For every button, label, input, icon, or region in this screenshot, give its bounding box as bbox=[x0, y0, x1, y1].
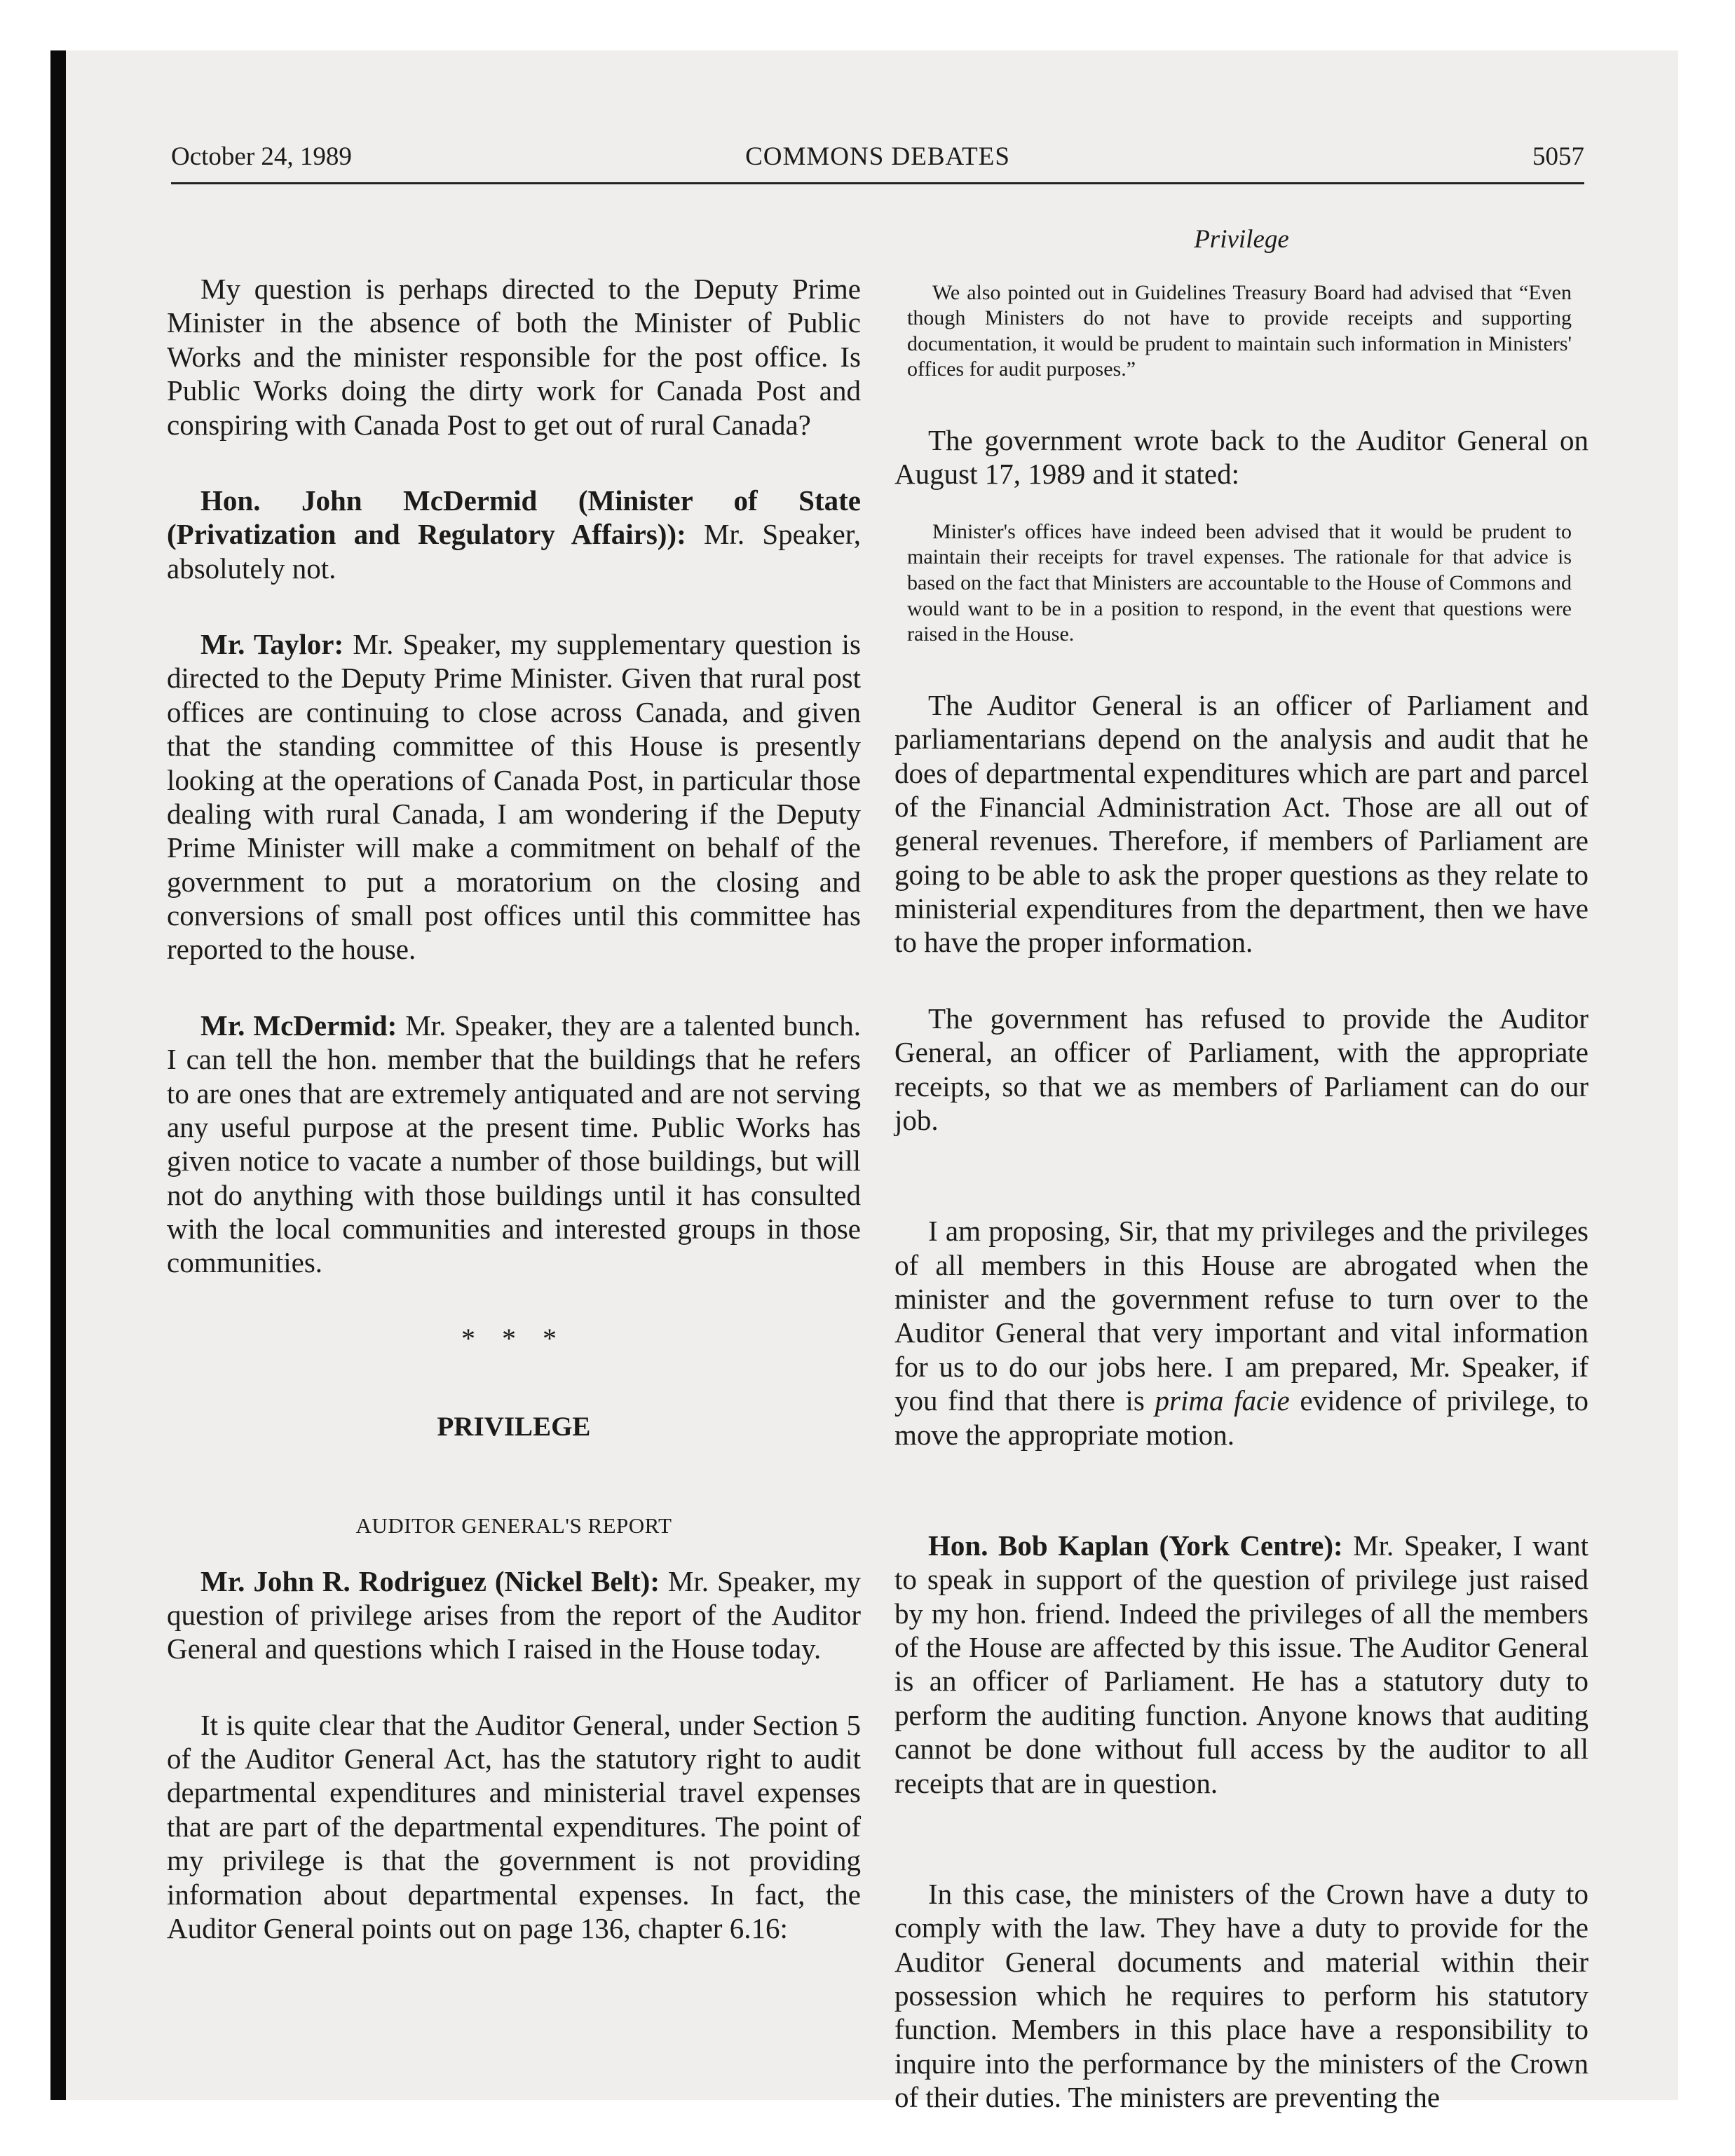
left-column bbox=[167, 224, 861, 1945]
speech-text: Mr. Speaker, they are a talented bunch. I can tell the hon. member that the buildings that he refers to are ones that are extremely antiquated and are not serving any useful purpose at the present time. Public Works has given notice to vacate a number of those buildings, but will not do anything with those buildings until it has consulted with the local communities and interested groups in those communities. bbox=[167, 1009, 861, 1279]
speaker-name: Mr. McDermid: bbox=[200, 1009, 397, 1042]
paragraph: My question is perhaps directed to the Deputy Prime Minister in the absence of both the Minister of Public Works and the minister responsible for the post office. Is Public Works doing the dirty work for Canada Post and conspiring with Canada Post to get out of rural Canada? bbox=[167, 273, 861, 441]
speech-paragraph bbox=[894, 1529, 1588, 1800]
block-quote: Minister's offices have indeed been advised that it would be prudent to maintain their receipts for travel expenses. The rationale for that advice is based on the fact that Ministers are accountable to the House of Commons and would want to be in a position to respond, in the event that questions were raised in the House. bbox=[907, 519, 1572, 646]
header-date: October 24, 1989 bbox=[171, 142, 352, 171]
speech-text: Mr. Speaker, absolutely not. bbox=[167, 518, 861, 585]
running-head: Privilege bbox=[1194, 225, 1289, 254]
section-separator: * * * bbox=[461, 1322, 566, 1354]
page-number: 5057 bbox=[1532, 142, 1584, 171]
speaker-name: Hon. John McDermid (Minister of State (Privatization and Regulatory Affairs)): bbox=[167, 484, 861, 551]
paragraph-text: evidence of privilege, to move the appropriate motion. bbox=[894, 1384, 1589, 1451]
paragraph-text: I am proposing, Sir, that my privileges and the privileges of all members in this House are abrogated when the minister and the government refuse to turn over to the Auditor General that very important and vital information for us to do our jobs here. I am prepared, Mr. Speaker, if you find that there is bbox=[894, 1215, 1588, 1417]
scan-edge bbox=[50, 50, 66, 2100]
speaker-name: Mr. Taylor: bbox=[200, 628, 344, 660]
speech-paragraph bbox=[167, 1564, 861, 1666]
header-rule bbox=[171, 182, 1584, 184]
header-title: COMMONS DEBATES bbox=[745, 142, 1010, 171]
section-heading: PRIVILEGE bbox=[437, 1411, 591, 1442]
block-quote: We also pointed out in Guidelines Treasury Board had advised that “Even though Ministers do not have to provide receipts and supporting documentation, it would be prudent to maintain such information in Ministers' offices for audit purposes.” bbox=[907, 280, 1572, 381]
right-column bbox=[894, 224, 1588, 2115]
speech-paragraph bbox=[167, 484, 861, 585]
section-subheading: AUDITOR GENERAL'S REPORT bbox=[355, 1513, 672, 1538]
paragraph: In this case, the ministers of the Crown have a duty to comply with the law. They have a duty to provide for the Auditor General documents and material within their possession which he requires to perform his statutory function. Members in this place have a responsibility to inquire into the performance by the ministers of the Crown of their duties. The ministers are preventing the bbox=[894, 1877, 1588, 2114]
speech-paragraph bbox=[167, 627, 861, 967]
speech-text: Mr. Speaker, I want to speak in support of the question of privilege just raised by my hon. friend. Indeed the privileges of all the members of the House are affected by this issue. The Auditor General is an officer of Parliament. He has a statutory duty to perform the auditing function. Anyone knows that auditing cannot be done without full access by the auditor to all receipts that are in question. bbox=[894, 1529, 1588, 1799]
speaker-name: Hon. Bob Kaplan (York Centre): bbox=[928, 1529, 1343, 1562]
speaker-name: Mr. John R. Rodriguez (Nickel Belt): bbox=[200, 1564, 660, 1597]
page-header bbox=[171, 135, 1584, 177]
speech-paragraph bbox=[167, 1009, 861, 1280]
paragraph: The government wrote back to the Auditor General on August 17, 1989 and it stated: bbox=[894, 424, 1588, 491]
paragraph: The government has refused to provide the Auditor General, an officer of Parliament, with the appropriate receipts, so that we as members of Parliament can do our job. bbox=[894, 1002, 1588, 1136]
paragraph: The Auditor General is an officer of Parliament and parliamentarians depend on the analysis and audit that he does of departmental expenditures which are part and parcel of the Financial Administration Act. Those are all out of general revenues. Therefore, if members of Parliament are going to be able to ask the proper questions as they relate to ministerial expenditures from the department, then we have to have the proper information. bbox=[894, 688, 1588, 959]
paragraph bbox=[894, 1214, 1588, 1452]
speech-text: Mr. Speaker, my supplementary question is directed to the Deputy Prime Minister. Given that rural post offices are continuing to close across Canada, and given that the standing committee of this House is presently looking at the operations of Canada Post, in particular those dealing with rural Canada, I am wondering if the Deputy Prime Minister will make a commitment on behalf of the government to put a moratorium on the closing and conversions of small post offices until this committee has reported to the house. bbox=[167, 628, 861, 966]
italic-phrase: prima facie bbox=[1155, 1384, 1290, 1417]
paragraph: It is quite clear that the Auditor General, under Section 5 of the Auditor General Act, has the statutory right to audit departmental expenditures and ministerial travel expenses that are part of the departmental expenditures. The point of my privilege is that the government is not providing information about departmental expenses. In fact, the Auditor General points out on page 136, chapter 6.16: bbox=[167, 1708, 861, 1944]
speech-text: Mr. Speaker, my question of privilege arises from the report of the Auditor General and questions which I raised in the House today. bbox=[167, 1564, 861, 1665]
